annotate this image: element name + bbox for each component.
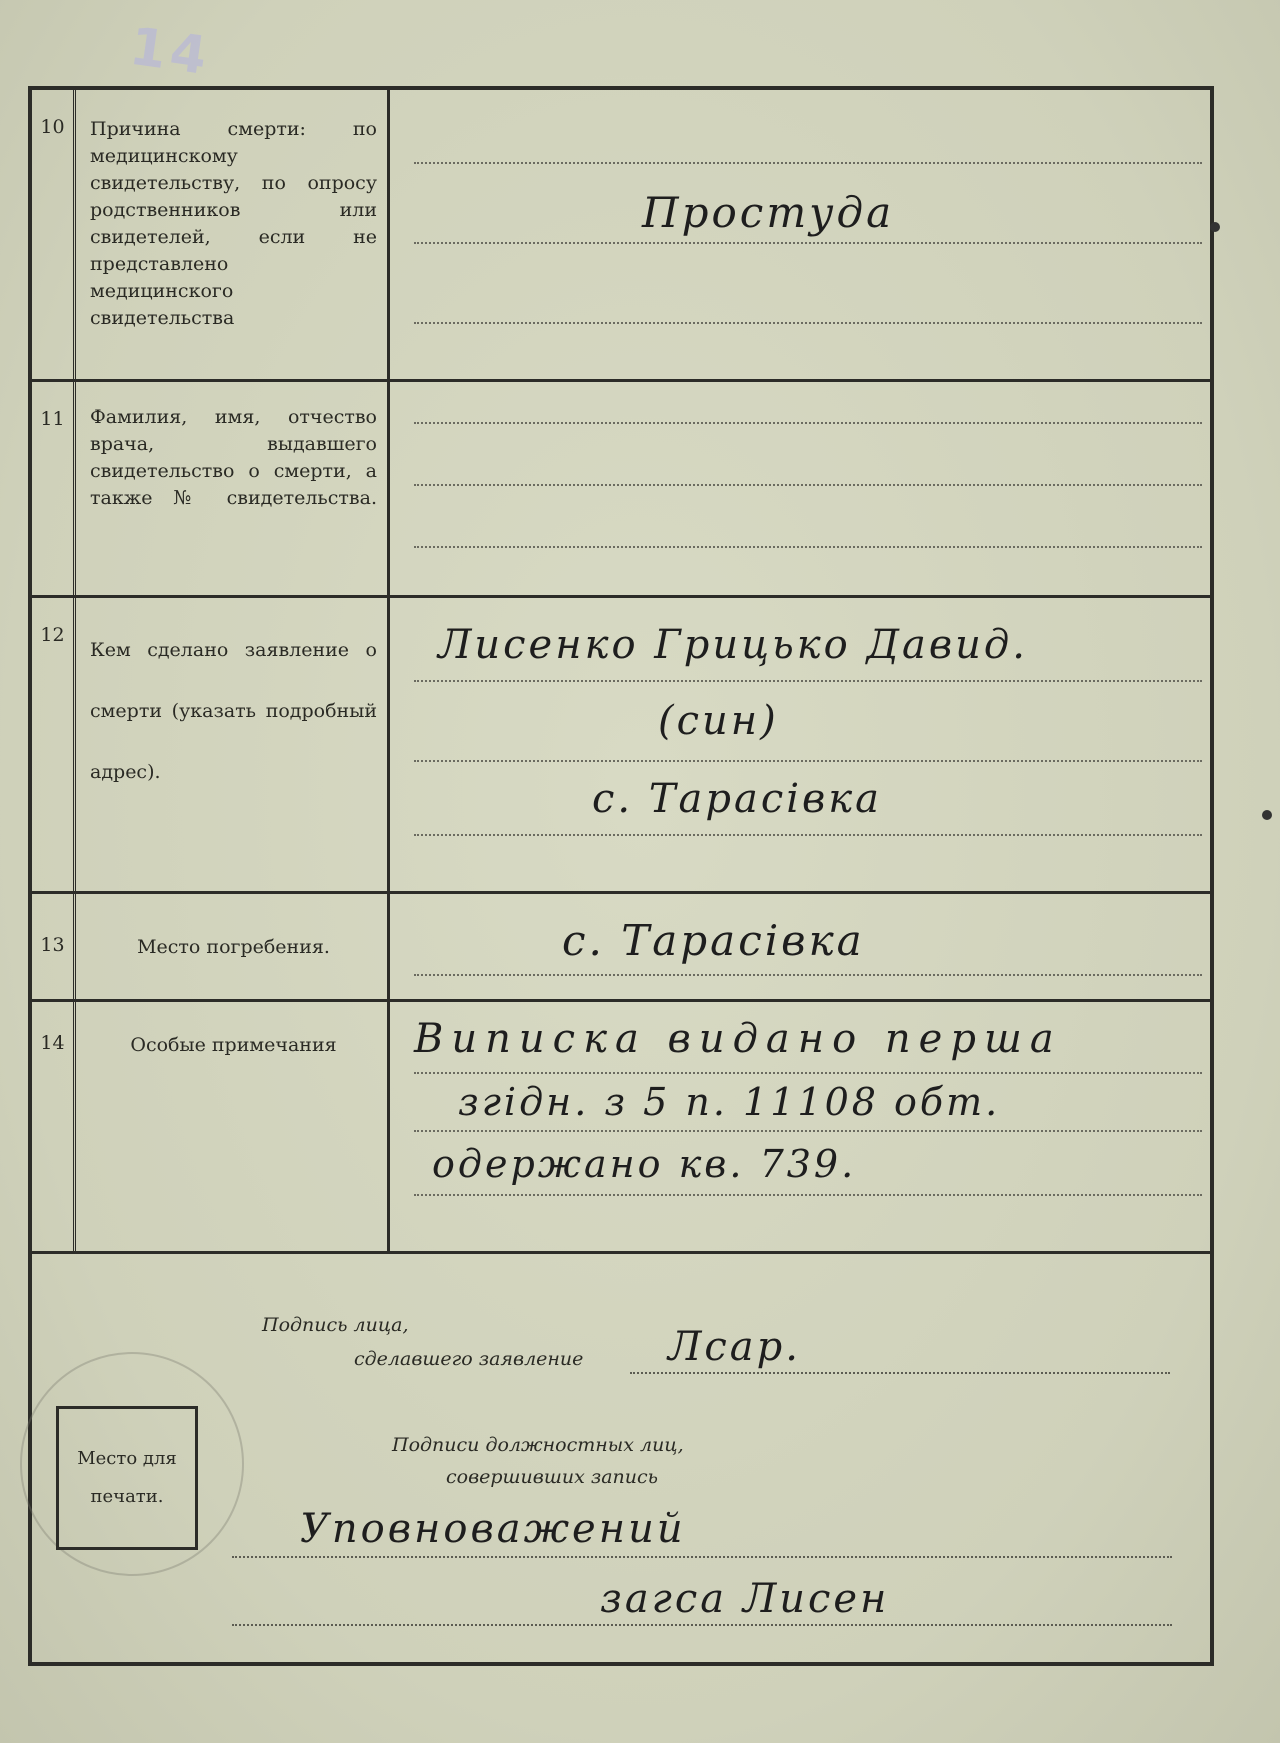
row-label: Место погребения. [80,894,390,999]
officials-signature-1: Уповноважений [300,1506,686,1552]
row-burial-place [32,894,1210,1002]
handwritten-entry: Простуда [642,188,895,237]
row-special-notes [32,1002,1210,1254]
row-doctor-name [32,382,1210,598]
edge-mark [1210,222,1220,232]
handwritten-entry: Лисенко Грицько Давид. [438,622,1028,668]
handwritten-entry: Виписка видано перша [414,1016,1062,1062]
handwritten-entry: с. Тарасівка [562,916,865,965]
officials-signature-caption-2: совершивших запись [446,1466,658,1488]
stamp-label-2: печати. [90,1486,164,1507]
row-number: 11 [32,382,76,595]
officials-signature-caption-1: Подписи должностных лиц, [392,1434,684,1456]
handwritten-entry: (син) [658,698,779,744]
officials-signature-line-1 [232,1556,1172,1558]
row-number: 14 [32,1002,76,1251]
row-declarant [32,598,1210,894]
row-number: 13 [32,894,76,999]
row-number: 10 [32,90,76,379]
row-label: Особые примечания [80,1002,390,1251]
row-value-area [392,382,1210,595]
row-cause-of-death [32,90,1210,382]
handwritten-entry: с. Тарасівка [592,776,883,822]
row-label: Причина смерти: по медицинскому свидетельству, по опросу родственников или свидетелей, если не представлено медицинского свидетельства [80,90,390,379]
row-value-area [392,90,1210,379]
row-value-area [392,598,1210,891]
edge-mark [1262,810,1272,820]
stamp-box [56,1406,198,1550]
applicant-signature: Лсар. [668,1324,801,1370]
row-label: Фамилия, имя, отчество врача, выдавшего свидетельство о смерти, а также № свидетельства. [80,382,390,595]
handwritten-entry: згідн. з 5 п. 11108 обт. [458,1080,1001,1124]
row-label: Кем сделано заявление о смерти (указать подробный адрес). [80,598,390,891]
stamp-label-1: Место для [77,1448,177,1469]
row-value-area [392,894,1210,999]
applicant-signature-caption-2: сделавшего заявление [354,1348,584,1370]
row-value-area [392,1002,1210,1251]
applicant-signature-caption-1: Подпись лица, [262,1314,409,1336]
applicant-signature-line [630,1372,1170,1374]
officials-signature-line-2 [232,1624,1172,1626]
row-number: 12 [32,598,76,891]
corner-mark: 14 [126,16,215,88]
officials-signature-2: загса Лисен [600,1576,890,1622]
handwritten-entry: одержано кв. 739. [432,1142,857,1186]
